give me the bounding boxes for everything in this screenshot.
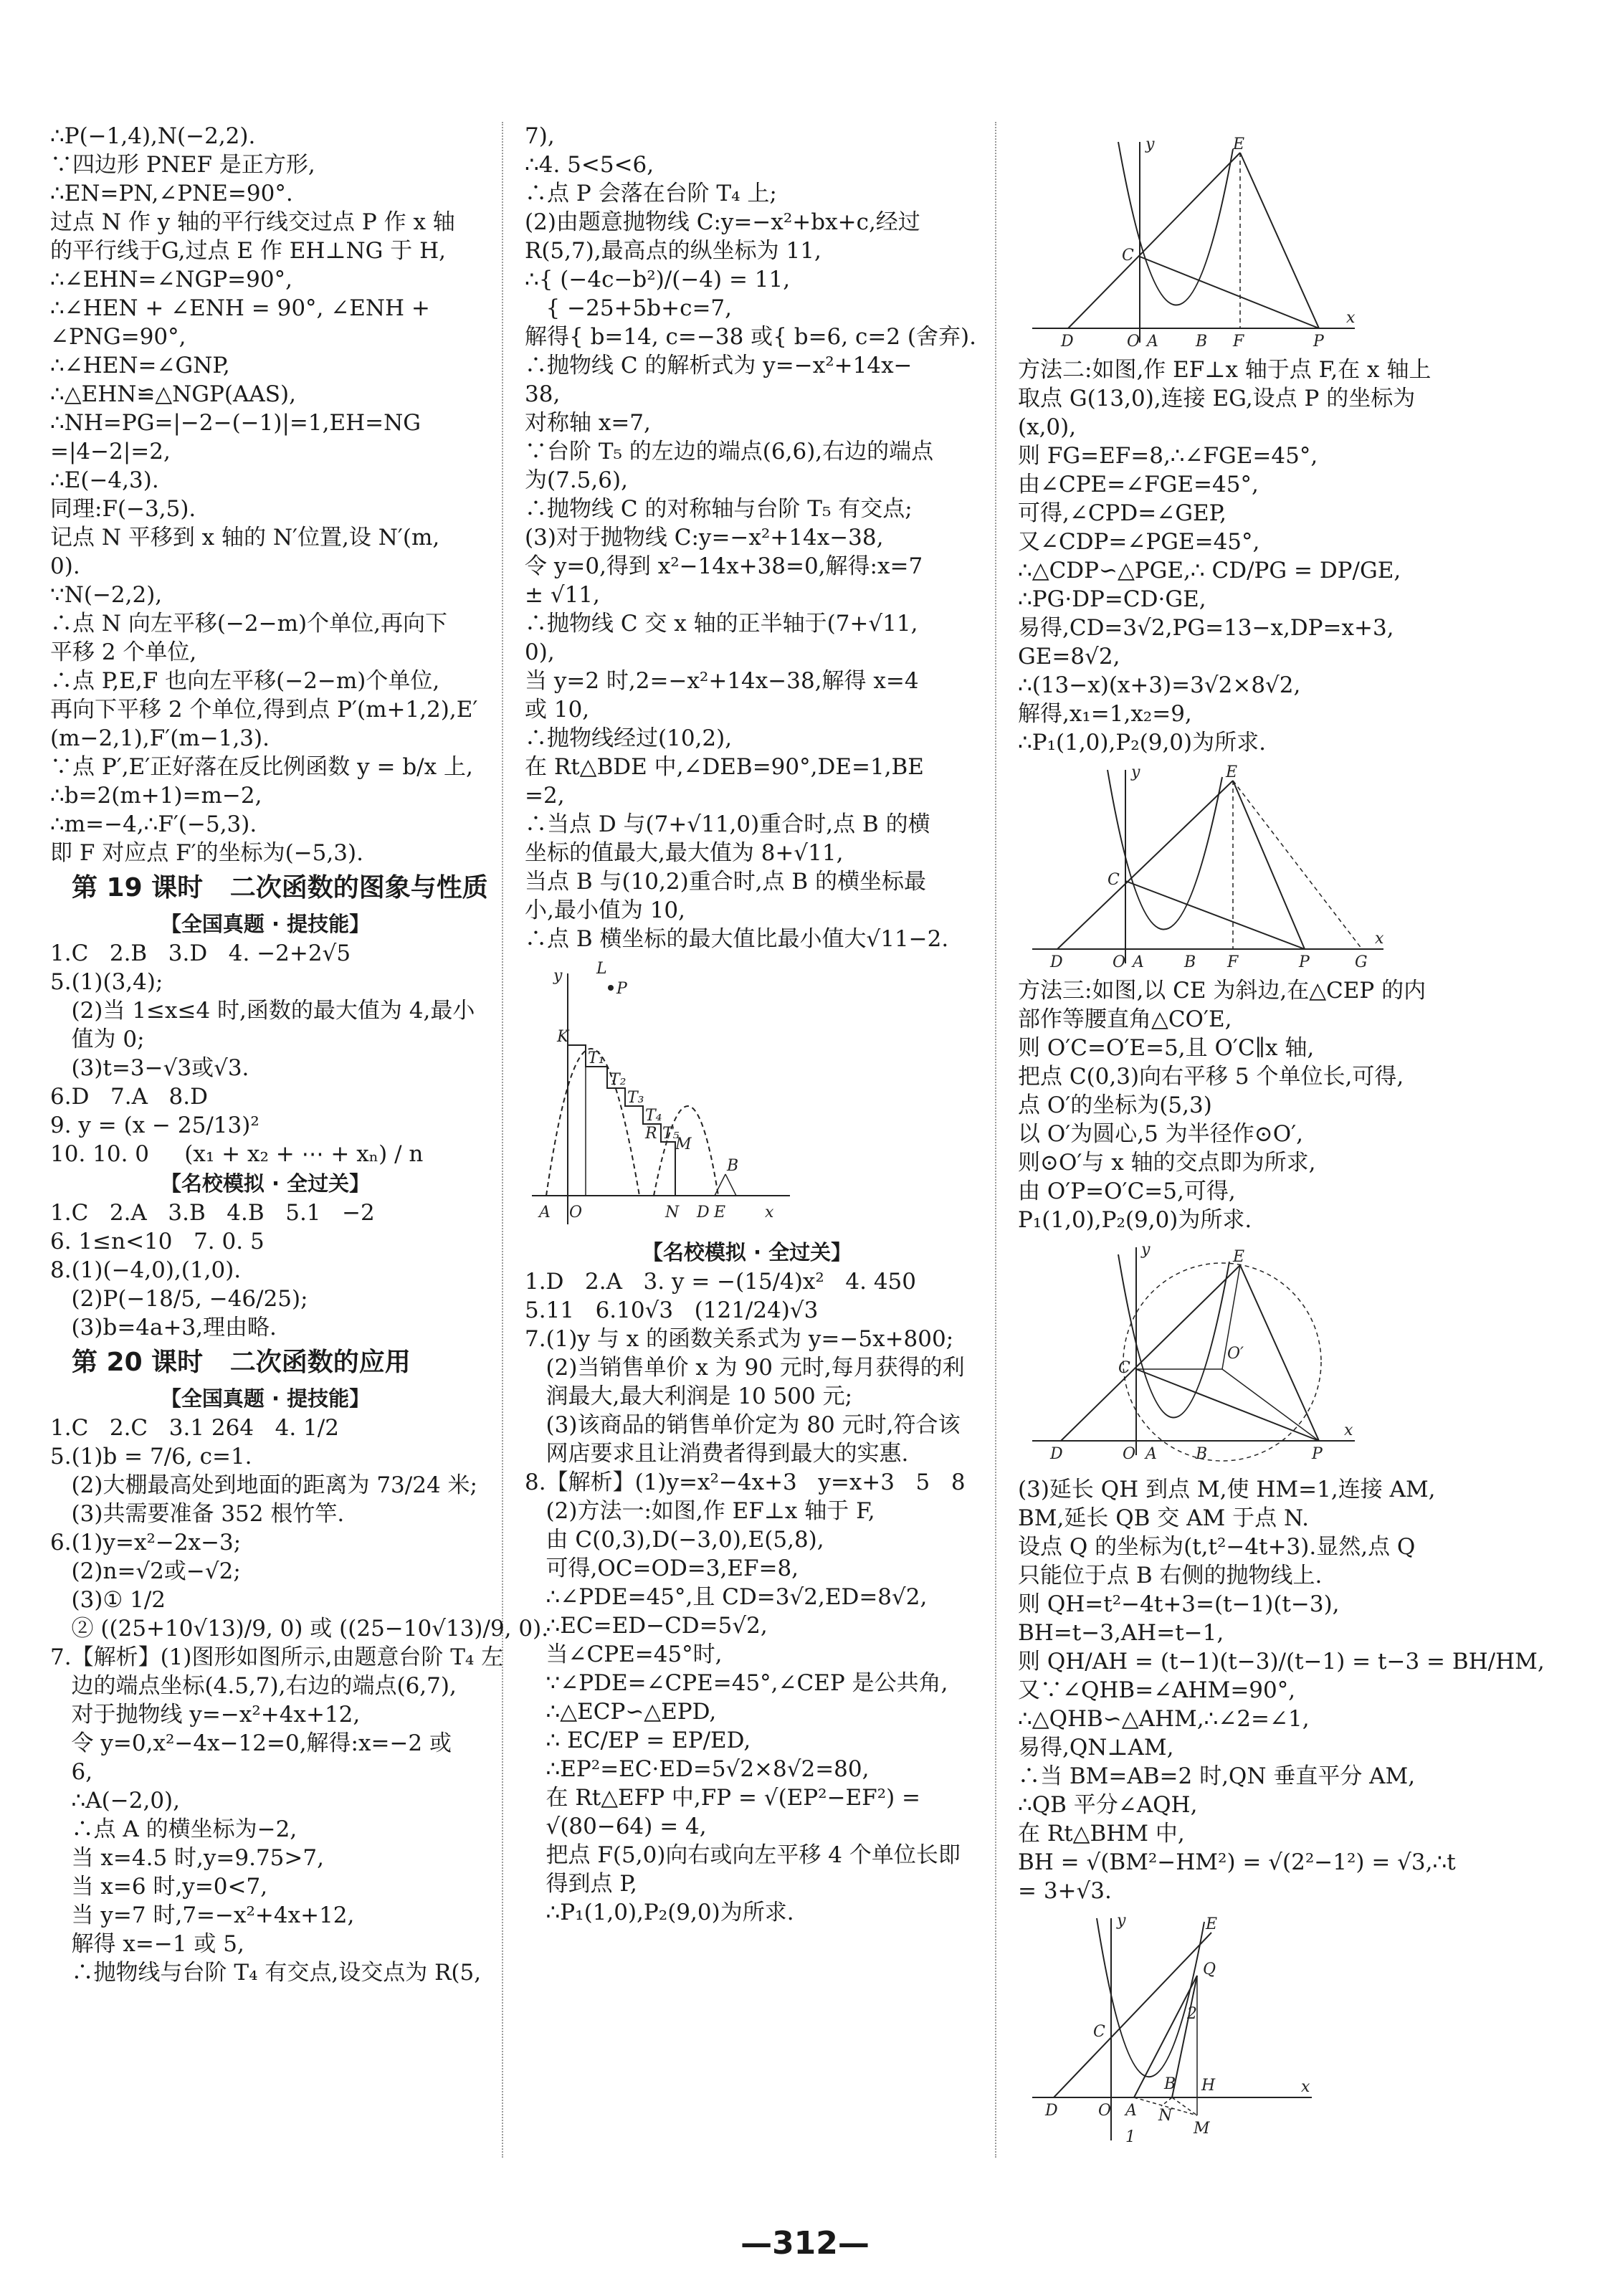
text-line: 由 C(0,3),D(−3,0),E(5,8),	[525, 1527, 824, 1553]
text-line: 0).	[50, 553, 80, 579]
text-line: 当∠CPE=45°时,	[525, 1642, 723, 1667]
text-line: 方法三:如图,以 CE 为斜边,在△CEP 的内	[1018, 978, 1426, 1004]
text-line: ∴EN=PN,∠PNE=90°.	[50, 181, 293, 206]
fig-label: P	[1313, 333, 1324, 350]
text-line: 6.D 7.A 8.D	[50, 1084, 208, 1110]
fig-label: x	[765, 1204, 774, 1221]
fig-label: x	[1301, 2078, 1310, 2096]
fig-label: P	[616, 980, 627, 998]
fig-label: 2	[1187, 2005, 1197, 2023]
fig-label: D	[1045, 2102, 1058, 2120]
fig-label: D	[1061, 333, 1074, 350]
fig-label: P	[1299, 953, 1310, 971]
text-line: 1.C 2.B 3.D 4. −2+2√5	[50, 940, 351, 966]
geometry-figure-method-one	[1018, 135, 1462, 350]
text-line: 过点 N 作 y 轴的平行线交过点 P 作 x 轴	[50, 209, 455, 235]
text-line: 方法二:如图,作 EF⊥x 轴于点 F,在 x 轴上	[1018, 357, 1432, 383]
text-line: ∴抛物线 C 的解析式为 y=−x²+14x−	[525, 353, 913, 378]
text-line: R(5,7),最高点的纵坐标为 11,	[525, 238, 821, 264]
text-line: ∴{ (−4c−b²)/(−4) = 11,	[525, 267, 791, 292]
text-line: 解得 x=−1 或 5,	[50, 1931, 244, 1957]
text-line: 又∠CDP=∠PGE=45°,	[1018, 529, 1260, 555]
text-line: 7.【解析】(1)图形如图所示,由题意台阶 T₄ 左	[50, 1644, 504, 1670]
text-line: 则⊙O′与 x 轴的交点即为所求,	[1018, 1150, 1316, 1176]
fig-label: x	[1375, 930, 1384, 948]
answers-block	[50, 1199, 480, 1342]
text-line: 边的端点坐标(4.5,7),右边的端点(6,7),	[50, 1673, 457, 1699]
subheading-national: 【全国真题 · 提技能】	[160, 912, 371, 936]
fig-label: C	[1122, 247, 1134, 265]
text-line: 对于抛物线 y=−x²+4x+12,	[50, 1702, 361, 1728]
text-line: ∴P(−1,4),N(−2,2).	[50, 123, 256, 149]
fig-label: A	[1133, 953, 1144, 971]
fig-label: E	[714, 1204, 726, 1221]
text-line: BH = √(BM²−HM²) = √(2²−1²) = √3,∴t	[1018, 1849, 1456, 1875]
text-line: (2)大棚最高处到地面的距离为 73/24 米;	[50, 1472, 477, 1498]
text-line: 令 y=0,得到 x²−14x+38=0,解得:x=7	[525, 553, 923, 579]
text-line: ∴点 N 向左平移(−2−m)个单位,再向下	[50, 611, 447, 637]
text-line: (3)延长 QH 到点 M,使 HM=1,连接 AM,	[1018, 1477, 1436, 1502]
fig-label: N	[1158, 2107, 1173, 2125]
text-line: 值为 0;	[50, 1026, 145, 1052]
text-line: { −25+5b+c=7,	[525, 295, 732, 321]
fig-label: G	[1355, 953, 1368, 971]
text-line: ∴PG·DP=CD·GE,	[1018, 586, 1206, 612]
text-line: 6,	[50, 1759, 93, 1785]
text-line: 取点 G(13,0),连接 EG,设点 P 的坐标为	[1018, 386, 1416, 411]
fig-label: y	[1131, 763, 1140, 781]
fig-label: F	[1233, 333, 1244, 350]
text-line: 则 O′C=O′E=5,且 O′C∥x 轴,	[1018, 1035, 1315, 1061]
text-line: 部作等腰直角△CO′E,	[1018, 1006, 1232, 1032]
staircase-parabola-figure	[525, 959, 969, 1232]
fig-label: E	[1233, 135, 1245, 153]
column-right	[1018, 129, 1545, 2153]
text-line: 38,	[525, 381, 561, 407]
answers-block	[525, 1267, 969, 1927]
text-line: ∴△EHN≌△NGP(AAS),	[50, 381, 296, 407]
fig-label: M	[675, 1135, 692, 1153]
text-line: 10. 10. 0 (x₁ + x₂ + ⋯ + xₙ) / n	[50, 1141, 424, 1167]
text-line: ∴P₁(1,0),P₂(9,0)为所求.	[1018, 730, 1266, 756]
fig-label: T₃	[627, 1089, 644, 1107]
text-line: (2)n=√2或−√2;	[50, 1558, 241, 1584]
fig-label: C	[1108, 871, 1120, 889]
text-line: (3)该商品的销售单价定为 80 元时,符合该	[525, 1412, 961, 1438]
text-line: ∴NH=PG=|−2−(−1)|=1,EH=NG	[50, 410, 421, 436]
fig-label: E	[1206, 1915, 1218, 1933]
text-block	[1018, 1475, 1545, 1905]
text-line: =2,	[525, 783, 565, 809]
text-line: ∴抛物线 C 的对称轴与台阶 T₅ 有交点;	[525, 496, 913, 522]
geometry-figure-method-three	[1018, 1240, 1462, 1469]
fig-label: A	[1147, 333, 1158, 350]
fig-label: B	[1164, 2075, 1176, 2093]
text-line: 7),	[525, 123, 555, 149]
fig-label: y	[1145, 135, 1155, 153]
text-line: 易得,QN⊥AM,	[1018, 1735, 1174, 1761]
text-line: ∴EC=ED−CD=5√2,	[525, 1613, 768, 1639]
text-line: 可得,∠CPD=∠GEP,	[1018, 500, 1227, 526]
text-line: ∵台阶 T₅ 的左边的端点(6,6),右边的端点	[525, 439, 934, 465]
text-line: ∴(13−x)(x+3)=3√2×8√2,	[1018, 672, 1301, 698]
text-line: 则 QH/AH = (t−1)(t−3)/(t−1) = t−3 = BH/HM,	[1018, 1649, 1545, 1675]
text-line: ∴△ECP∽△EPD,	[525, 1699, 717, 1725]
text-line: ∴点 P 会落在台阶 T₄ 上;	[525, 181, 777, 206]
fig-label: y	[553, 967, 563, 985]
text-line: ∴m=−4,∴F′(−5,3).	[50, 811, 257, 837]
fig-label: O	[569, 1204, 583, 1221]
fig-label: B	[727, 1157, 739, 1175]
subheading-national: 【全国真题 · 提技能】	[160, 1386, 371, 1411]
text-line: 在 Rt△BHM 中,	[1018, 1821, 1185, 1847]
text-line: (2)方法一:如图,作 EF⊥x 轴于 F,	[525, 1498, 875, 1524]
fig-label: E	[1233, 1248, 1245, 1266]
text-line: ∴E(−4,3).	[50, 467, 159, 493]
text-line: ② ((25+10√13)/9, 0) 或 ((25−10√13)/9, 0).	[50, 1616, 549, 1642]
fig-label: y	[1141, 1241, 1151, 1259]
text-line: 润最大,最大利润是 10 500 元;	[525, 1383, 853, 1409]
fig-label: O	[1123, 1445, 1136, 1463]
text-line: 把点 C(0,3)向右平移 5 个单位长,可得,	[1018, 1064, 1404, 1090]
text-line: 坐标的值最大,最大值为 8+√11,	[525, 840, 844, 866]
fig-label: O	[1098, 2102, 1112, 2120]
text-line: 在 Rt△EFP 中,FP = √(EP²−EF²) =	[525, 1785, 921, 1811]
text-line: 9. y = (x − 25/13)²	[50, 1113, 259, 1138]
text-line: 以 O′为圆心,5 为半径作⊙O′,	[1018, 1121, 1304, 1147]
text-line: P₁(1,0),P₂(9,0)为所求.	[1018, 1207, 1252, 1233]
text-line: 6.(1)y=x²−2x−3;	[50, 1530, 242, 1556]
fig-label: O	[1127, 333, 1140, 350]
text-line: ∴∠PDE=45°,且 CD=3√2,ED=8√2,	[525, 1584, 928, 1610]
text-line: (x,0),	[1018, 414, 1077, 440]
text-line: ∵四边形 PNEF 是正方形,	[50, 152, 315, 178]
text-line: ∴4. 5<5<6,	[525, 152, 654, 178]
text-line: (2)当销售单价 x 为 90 元时,每月获得的利	[525, 1355, 965, 1381]
text-line: 7.(1)y 与 x 的函数关系式为 y=−5x+800;	[525, 1326, 954, 1352]
fig-label: K	[557, 1028, 569, 1046]
fig-label: C	[1093, 2023, 1105, 2041]
text-line: (3)① 1/2	[50, 1587, 166, 1613]
text-line: 1.D 2.A 3. y = −(15/4)x² 4. 450	[525, 1269, 916, 1295]
fig-label: C	[1118, 1359, 1130, 1377]
text-line: 则 QH=t²−4t+3=(t−1)(t−3),	[1018, 1591, 1340, 1617]
text-line: (m−2,1),F′(m−1,3).	[50, 725, 270, 751]
fig-label: E	[1226, 763, 1238, 781]
text-line: 6. 1≤n<10 7. 0. 5	[50, 1229, 265, 1254]
fig-label: y	[1117, 1912, 1126, 1930]
text-line: 平移 2 个单位,	[50, 639, 197, 665]
fig-label: B	[1196, 1445, 1208, 1463]
text-line: GE=8√2,	[1018, 644, 1120, 670]
text-line: √(80−64) = 4,	[525, 1814, 707, 1839]
text-line: 8.(1)(−4,0),(1,0).	[50, 1257, 242, 1283]
text-line: ± √11,	[525, 582, 600, 608]
fig-label: H	[1201, 2077, 1216, 2095]
text-line: ∴P₁(1,0),P₂(9,0)为所求.	[525, 1900, 794, 1925]
text-line: 8.【解析】(1)y=x²−4x+3 y=x+3 5 8	[525, 1469, 966, 1495]
column-middle	[525, 122, 976, 1927]
text-line: ∴△CDP∽△PGE,∴ CD/PG = DP/GE,	[1018, 558, 1401, 583]
fig-label: O	[1113, 953, 1126, 971]
text-line: 由 O′P=O′C=5,可得,	[1018, 1178, 1236, 1204]
text-line: 当 x=6 时,y=0<7,	[50, 1874, 268, 1900]
text-line: ∴点 A 的横坐标为−2,	[50, 1816, 297, 1842]
text-line: ∴当点 D 与(7+√11,0)重合时,点 B 的横	[525, 811, 930, 837]
text-line: 由∠CPE=∠FGE=45°,	[1018, 472, 1259, 497]
text-line: 0),	[525, 639, 555, 665]
section-heading-20: 第 20 课时 二次函数的应用	[72, 1348, 411, 1377]
text-block	[50, 122, 480, 867]
text-line: 即 F 对应点 F′的坐标为(−5,3).	[50, 840, 363, 866]
text-line: 5.11 6.10√3 (121/24)√3	[525, 1297, 819, 1323]
fig-label: D	[697, 1204, 710, 1221]
text-line: 当点 B 与(10,2)重合时,点 B 的横坐标最	[525, 869, 927, 895]
fig-label: A	[539, 1204, 551, 1221]
column-divider	[502, 122, 503, 2158]
text-line: (3)共需要准备 352 根竹竿.	[50, 1501, 345, 1527]
text-block	[1018, 976, 1462, 1234]
fig-label: B	[1196, 333, 1208, 350]
text-line: ∵N(−2,2),	[50, 582, 163, 608]
text-line: 5.(1)(3,4);	[50, 969, 163, 995]
text-line: 令 y=0,x²−4x−12=0,解得:x=−2 或	[50, 1730, 452, 1756]
text-line: ∴抛物线 C 交 x 轴的正半轴于(7+√11,	[525, 611, 918, 637]
page-number: —312—	[740, 2225, 870, 2262]
text-line: ∴当 BM=AB=2 时,QN 垂直平分 AM,	[1018, 1763, 1416, 1789]
fig-label: M	[1194, 2120, 1210, 2138]
text-line: (3)b=4a+3,理由略.	[50, 1315, 277, 1340]
text-line: 对称轴 x=7,	[525, 410, 651, 436]
text-line: 或 10,	[525, 697, 590, 723]
fig-label: x	[1346, 309, 1356, 327]
text-line: = 3+√3.	[1018, 1878, 1112, 1904]
text-block	[525, 122, 976, 953]
text-line: ∴b=2(m+1)=m−2,	[50, 783, 262, 809]
fig-label: A	[1145, 1445, 1157, 1463]
geometry-figure-method-two	[1018, 763, 1462, 971]
text-line: ∴点 B 横坐标的最大值比最小值大√11−2.	[525, 926, 949, 952]
answers-block	[50, 939, 480, 1168]
fig-label: F	[1227, 953, 1239, 971]
text-line: (3)对于抛物线 C:y=−x²+14x−38,	[525, 525, 884, 551]
text-line: (3)t=3−√3或√3.	[50, 1055, 249, 1081]
fig-label: Q	[1203, 1961, 1216, 1978]
fig-label: O′	[1227, 1345, 1244, 1363]
text-line: ∴ EC/EP = EP/ED,	[525, 1728, 751, 1753]
text-line: ∠PNG=90°,	[50, 324, 186, 350]
text-line: 再向下平移 2 个单位,得到点 P′(m+1,2),E′	[50, 697, 478, 723]
text-line: 只能位于点 B 右侧的抛物线上.	[1018, 1563, 1323, 1588]
subheading-school: 【名校模拟 · 全过关】	[642, 1240, 852, 1264]
text-line: BM,延长 QB 交 AM 于点 N.	[1018, 1505, 1309, 1531]
text-line: 当 x=4.5 时,y=9.75>7,	[50, 1845, 324, 1871]
text-line: 网店要求且让消费者得到最大的实惠.	[525, 1441, 909, 1467]
text-line: 同理:F(−3,5).	[50, 496, 196, 522]
fig-label: D	[1050, 1445, 1063, 1463]
section-heading-19: 第 19 课时 二次函数的图象与性质	[72, 873, 488, 902]
text-line: ∵点 P′,E′正好落在反比例函数 y = b/x 上,	[50, 754, 473, 780]
text-line: 当 y=2 时,2=−x²+14x−38,解得 x=4	[525, 668, 919, 694]
fig-label: B	[1184, 953, 1196, 971]
text-line: (2)P(−18/5, −46/25);	[50, 1286, 308, 1312]
text-line: 易得,CD=3√2,PG=13−x,DP=x+3,	[1018, 615, 1394, 641]
text-line: 在 Rt△BDE 中,∠DEB=90°,DE=1,BE	[525, 754, 924, 780]
text-line: ∴∠HEN=∠GNP,	[50, 353, 230, 378]
text-line: ∴∠EHN=∠NGP=90°,	[50, 267, 292, 292]
text-line: 解得{ b=14, c=−38 或{ b=6, c=2 (舍弃).	[525, 324, 976, 350]
text-line: (2)由题意抛物线 C:y=−x²+bx+c,经过	[525, 209, 920, 235]
fig-label: T₅	[662, 1125, 680, 1143]
fig-label: T₂	[609, 1071, 627, 1089]
text-line: =|4−2|=2,	[50, 439, 171, 465]
fig-label: A	[1125, 2102, 1137, 2120]
subheading-school: 【名校模拟 · 全过关】	[160, 1171, 371, 1196]
text-line: 5.(1)b = 7/6, c=1.	[50, 1444, 252, 1469]
text-line: 设点 Q 的坐标为(t,t²−4t+3).显然,点 Q	[1018, 1534, 1416, 1560]
text-line: 记点 N 平移到 x 轴的 N′位置,设 N′(m,	[50, 525, 440, 551]
text-line: ∴抛物线与台阶 T₄ 有交点,设交点为 R(5,	[50, 1960, 482, 1986]
text-line: 则 FG=EF=8,∴∠FGE=45°,	[1018, 443, 1318, 469]
fig-label: 1	[1125, 2128, 1135, 2146]
text-line: ∴QB 平分∠AQH,	[1018, 1792, 1198, 1818]
text-line: BH=t−3,AH=t−1,	[1018, 1620, 1224, 1646]
geometry-figure-part-three	[1018, 1911, 1462, 2148]
text-line: 1.C 2.A 3.B 4.B 5.1 −2	[50, 1200, 375, 1226]
text-line: 1.C 2.C 3.1 264 4. 1/2	[50, 1415, 339, 1441]
text-line: ∴A(−2,0),	[50, 1788, 180, 1814]
text-line: ∴抛物线经过(10,2),	[525, 725, 733, 751]
text-line: 可得,OC=OD=3,EF=8,	[525, 1556, 799, 1581]
answers-block	[50, 1414, 549, 1987]
text-line: 的平行线于G,过点 E 作 EH⊥NG 于 H,	[50, 238, 447, 264]
text-line: ∵∠PDE=∠CPE=45°,∠CEP 是公共角,	[525, 1670, 948, 1696]
text-line: 把点 F(5,0)向右或向左平移 4 个单位长即	[525, 1842, 961, 1868]
text-line: 小,最小值为 10,	[525, 897, 686, 923]
fig-label: D	[1050, 953, 1063, 971]
text-line: ∴EP²=EC·ED=5√2×8√2=80,	[525, 1756, 870, 1782]
text-line: (2)当 1≤x≤4 时,函数的最大值为 4,最小	[50, 998, 475, 1024]
text-line: 解得,x₁=1,x₂=9,	[1018, 701, 1192, 727]
text-line: ∴点 P,E,F 也向左平移(−2−m)个单位,	[50, 668, 440, 694]
text-line: ∴∠HEN + ∠ENH = 90°, ∠ENH +	[50, 295, 430, 321]
fig-label: x	[1344, 1421, 1353, 1439]
column-divider	[995, 122, 996, 2158]
fig-label: N	[665, 1204, 680, 1221]
text-line: 为(7.5,6),	[525, 467, 628, 493]
fig-label: R	[645, 1125, 657, 1143]
fig-label: L	[596, 960, 607, 978]
text-line: 得到点 P,	[525, 1871, 637, 1897]
text-line: ∴△QHB∽△AHM,∴∠2=∠1,	[1018, 1706, 1310, 1732]
fig-label: T₄	[645, 1107, 662, 1125]
text-block	[1018, 356, 1462, 757]
text-line: 点 O′的坐标为(5,3)	[1018, 1092, 1212, 1118]
text-line: 又∵∠QHB=∠AHM=90°,	[1018, 1677, 1296, 1703]
fig-label: P	[1312, 1445, 1323, 1463]
fig-label: T₁	[588, 1049, 605, 1067]
text-line: 当 y=7 时,7=−x²+4x+12,	[50, 1902, 355, 1928]
